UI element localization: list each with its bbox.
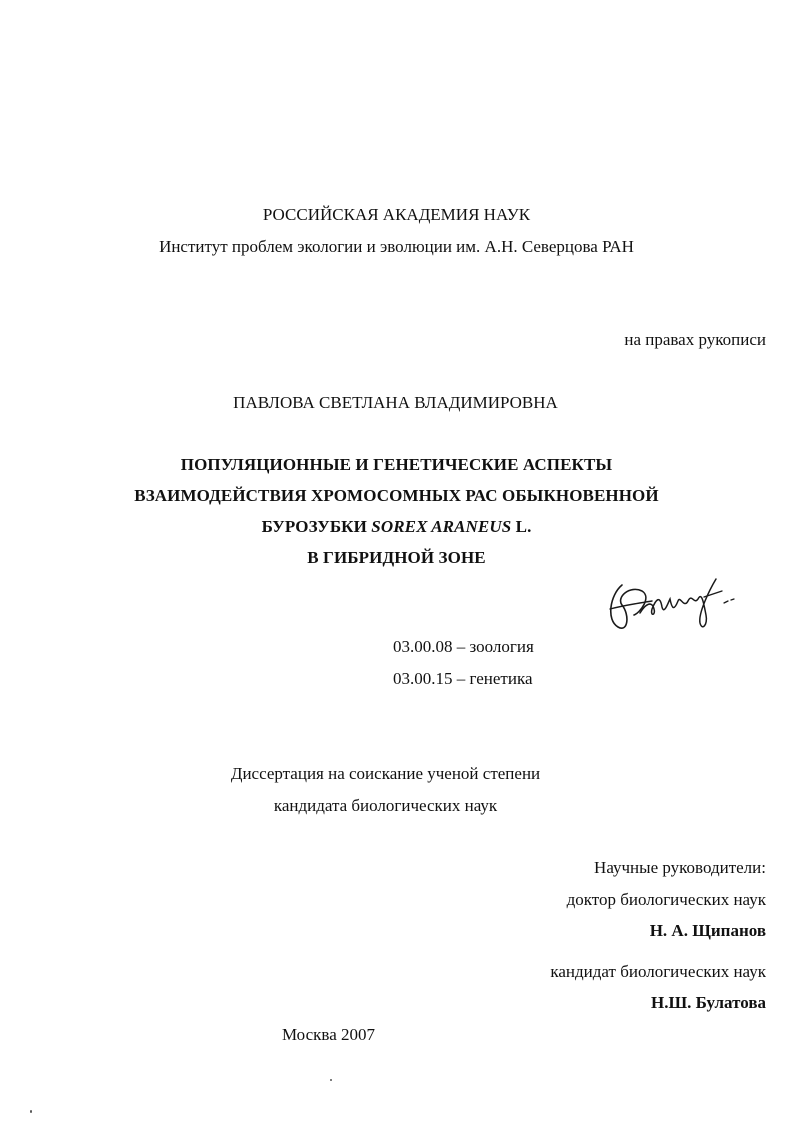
supervisor-1-title: доктор биологических наук xyxy=(566,890,766,909)
specialty-zoology: 03.00.08 – зоология xyxy=(393,637,534,656)
thesis-title-line-2: ВЗАИМОДЕЙСТВИЯ ХРОМОСОМНЫХ РАС ОБЫКНОВЕННОЙ xyxy=(134,486,659,505)
supervisor-2-name: Н.Ш. Булатова xyxy=(650,993,766,1012)
supervisors-heading: Научные руководители: xyxy=(594,858,766,877)
degree-line-2: кандидата биологических наук xyxy=(273,796,498,815)
thesis-title-line-3 xyxy=(0,517,793,537)
handwritten-signature xyxy=(600,565,740,640)
supervisor-1-name: Н. А. Щипанов xyxy=(649,921,766,940)
city-year: Москва 2007 xyxy=(281,1025,376,1044)
specialty-genetics: 03.00.15 – генетика xyxy=(393,669,533,688)
thesis-title-line-4: В ГИБРИДНОЙ ЗОНЕ xyxy=(307,548,486,567)
author-name: ПАВЛОВА СВЕТЛАНА ВЛАДИМИРОВНА xyxy=(233,393,558,412)
academy-name: РОССИЙСКАЯ АКАДЕМИЯ НАУК xyxy=(262,205,531,224)
scan-speck xyxy=(330,1079,332,1081)
species-name: SOREX ARANEUS xyxy=(371,517,512,536)
manuscript-note: на правах рукописи xyxy=(624,330,766,349)
supervisor-2-title: кандидат биологических наук xyxy=(550,962,766,981)
degree-line-1: Диссертация на соискание ученой степени xyxy=(230,764,541,783)
thesis-title-line-3-prefix: БУРОЗУБКИ xyxy=(261,517,372,536)
scan-speck xyxy=(30,1110,32,1113)
institute-name: Институт проблем экологии и эволюции им. А.Н. Северцова РАН xyxy=(159,237,634,256)
thesis-title-line-1: ПОПУЛЯЦИОННЫЕ И ГЕНЕТИЧЕСКИЕ АСПЕКТЫ xyxy=(180,455,613,474)
thesis-title-line-3-suffix: L. xyxy=(511,517,532,536)
